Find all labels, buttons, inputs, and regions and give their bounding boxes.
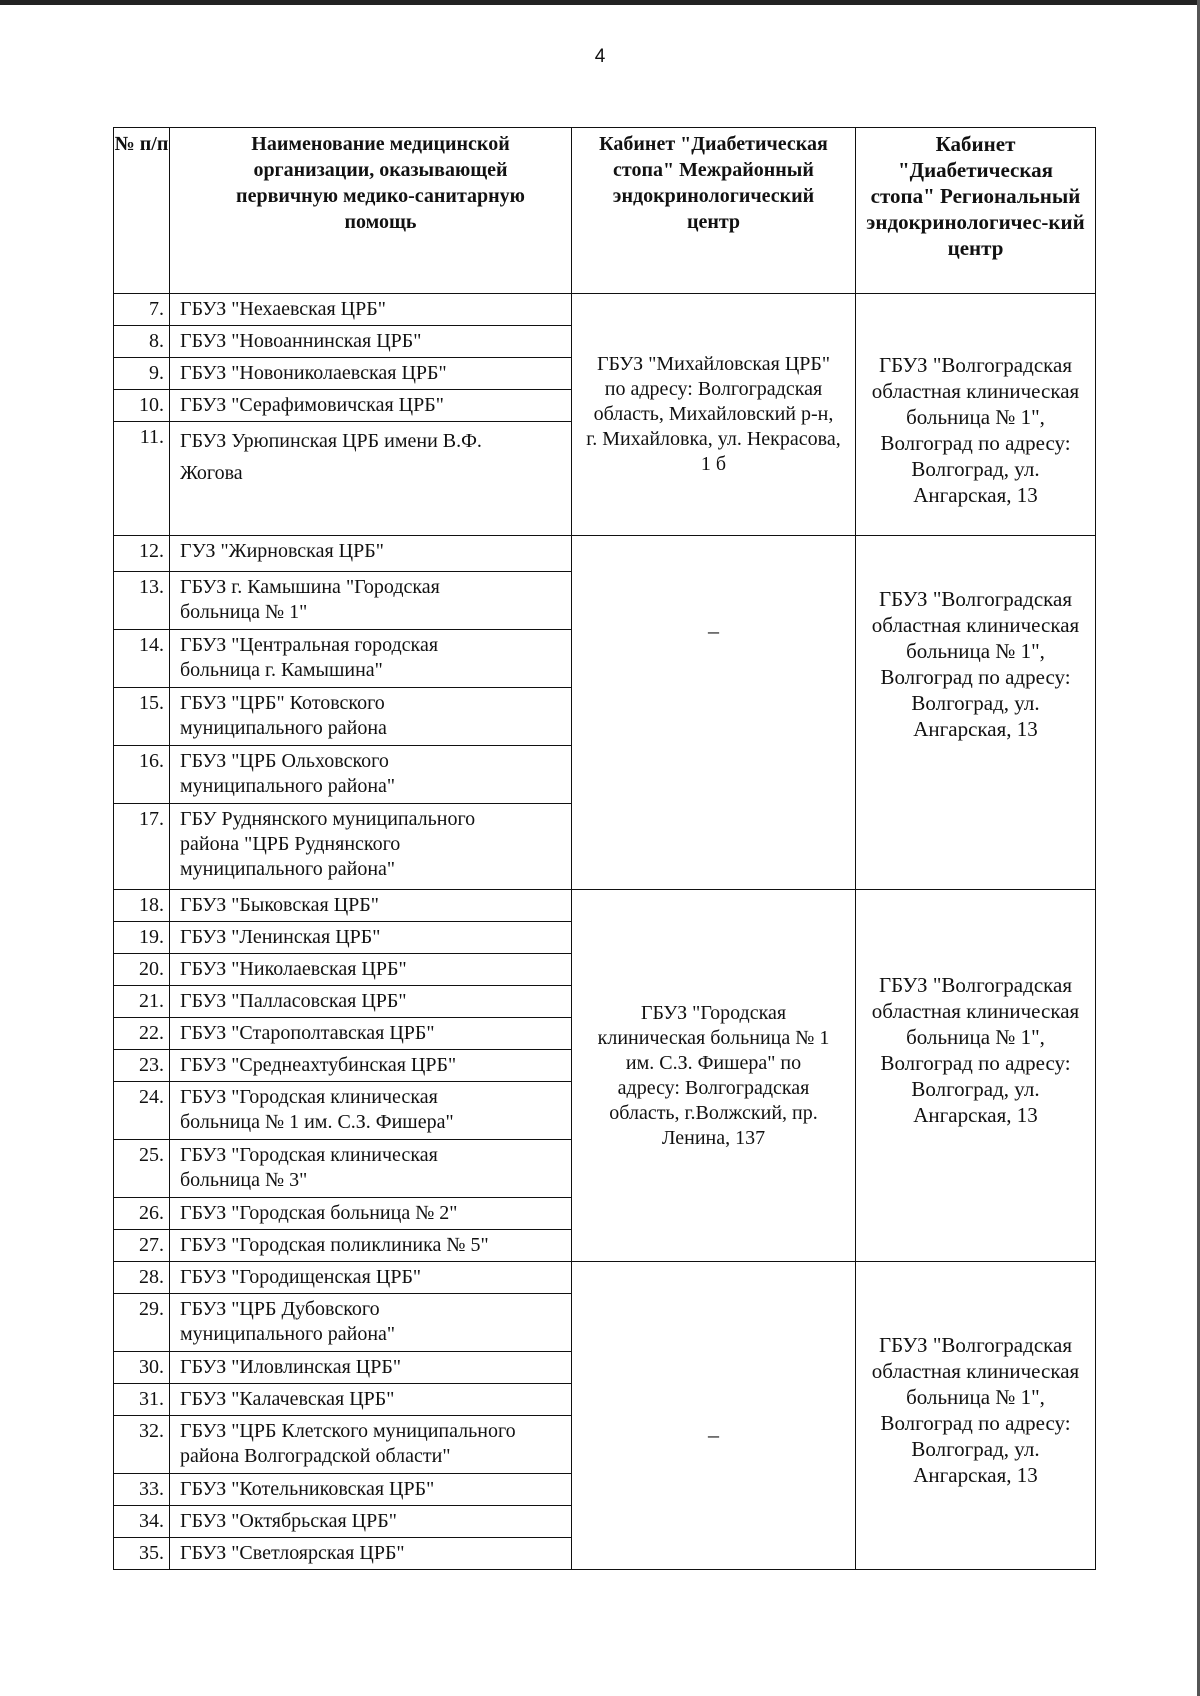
row-org-name: ГБУЗ "Светлоярская ЦРБ" — [170, 1538, 572, 1570]
group-1-regional: ГБУЗ "Волгоградская областная клиническая больница № 1", Волгоград по адресу: Волгоград, ул. Ангарская, 13 — [856, 294, 1096, 536]
row-num: 28. — [114, 1262, 170, 1294]
group-2-regional: ГБУЗ "Волгоградская областная клиническая больница № 1", Волгоград по адресу: Волгоград, ул. Ангарская, 13 — [856, 536, 1096, 890]
row-org-name: ГБУЗ "Николаевская ЦРБ" — [170, 954, 572, 986]
header-regional: Кабинет "Диабетическая стопа" Региональный эндокринологичес-кий центр — [856, 128, 1096, 294]
row-num: 33. — [114, 1474, 170, 1506]
row-num: 31. — [114, 1384, 170, 1416]
row-org-name: ГБУЗ "Серафимовичская ЦРБ" — [170, 390, 572, 422]
row-num: 32. — [114, 1416, 170, 1474]
row-num: 23. — [114, 1050, 170, 1082]
row-num: 11. — [114, 422, 170, 536]
header-interdistrict: Кабинет "Диабетическая стопа" Межрайонный эндокринологический центр — [572, 128, 856, 294]
row-org-name: ГБУЗ "Ленинская ЦРБ" — [170, 922, 572, 954]
row-num: 8. — [114, 326, 170, 358]
row-num: 25. — [114, 1140, 170, 1198]
row-num: 14. — [114, 630, 170, 688]
row-num: 34. — [114, 1506, 170, 1538]
row-org-name: ГБУЗ "Старополтавская ЦРБ" — [170, 1018, 572, 1050]
header-org: Наименование медицинской организации, оказывающей первичную медико-санитарную помощь — [170, 128, 572, 294]
row-num: 10. — [114, 390, 170, 422]
row-org-name: ГБУЗ "Среднеахтубинская ЦРБ" — [170, 1050, 572, 1082]
row-num: 26. — [114, 1198, 170, 1230]
row-org-name: ГБУЗ "Калачевская ЦРБ" — [170, 1384, 572, 1416]
row-org-name: ГБУЗ "Котельниковская ЦРБ" — [170, 1474, 572, 1506]
group-1-interdistrict: ГБУЗ "Михайловская ЦРБ" по адресу: Волгоградская область, Михайловский р-н, г. Михайловка, ул. Некрасова, 1 б — [572, 294, 856, 536]
row-org-name: ГБУЗ "Новониколаевская ЦРБ" — [170, 358, 572, 390]
table-row — [114, 536, 1096, 572]
row-num: 18. — [114, 890, 170, 922]
row-org-name: ГБУЗ "Городищенская ЦРБ" — [170, 1262, 572, 1294]
row-num: 16. — [114, 746, 170, 804]
table-header-row — [114, 128, 1096, 294]
row-org-name: ГБУЗ Урюпинская ЦРБ имени В.Ф. Жогова — [170, 422, 572, 536]
row-org-name: ГБУЗ "Иловлинская ЦРБ" — [170, 1352, 572, 1384]
row-org-name: ГБУЗ "Центральная городская больница г. Камышина" — [170, 630, 572, 688]
row-num: 15. — [114, 688, 170, 746]
row-num: 17. — [114, 804, 170, 890]
row-org-name: ГБУЗ "ЦРБ Клетского муниципального района Волгоградской области" — [170, 1416, 572, 1474]
row-org-name: ГУЗ "Жирновская ЦРБ" — [170, 536, 572, 572]
row-org-name: ГБУЗ "Городская поликлиника № 5" — [170, 1230, 572, 1262]
row-org-name: ГБУЗ "Новоаннинская ЦРБ" — [170, 326, 572, 358]
row-num: 24. — [114, 1082, 170, 1140]
row-num: 20. — [114, 954, 170, 986]
row-num: 19. — [114, 922, 170, 954]
row-num: 22. — [114, 1018, 170, 1050]
row-org-name: ГБУЗ "ЦРБ" Котовского муниципального района — [170, 688, 572, 746]
table-row — [114, 890, 1096, 922]
row-num: 35. — [114, 1538, 170, 1570]
row-org-name: ГБУ Руднянского муниципального района "ЦРБ Руднянского муниципального района" — [170, 804, 572, 890]
row-num: 7. — [114, 294, 170, 326]
organizations-table — [113, 127, 1096, 1570]
group-2-interdistrict: – — [572, 536, 856, 890]
row-org-name: ГБУЗ "Нехаевская ЦРБ" — [170, 294, 572, 326]
row-org-name: ГБУЗ "Городская клиническая больница № 3" — [170, 1140, 572, 1198]
page-top-border — [0, 0, 1200, 5]
group-3-regional: ГБУЗ "Волгоградская областная клиническая больница № 1", Волгоград по адресу: Волгоград, ул. Ангарская, 13 — [856, 890, 1096, 1262]
row-num: 12. — [114, 536, 170, 572]
row-org-name: ГБУЗ "ЦРБ Ольховского муниципального района" — [170, 746, 572, 804]
row-org-name: ГБУЗ "Городская клиническая больница № 1 им. С.З. Фишера" — [170, 1082, 572, 1140]
row-num: 30. — [114, 1352, 170, 1384]
page-number: 4 — [594, 46, 606, 67]
row-org-name: ГБУЗ "Быковская ЦРБ" — [170, 890, 572, 922]
group-3-interdistrict: ГБУЗ "Городская клиническая больница № 1 им. С.З. Фишера" по адресу: Волгоградская область, г.Волжский, пр. Ленина, 137 — [572, 890, 856, 1262]
row-num: 21. — [114, 986, 170, 1018]
row-num: 29. — [114, 1294, 170, 1352]
row-num: 27. — [114, 1230, 170, 1262]
table-row — [114, 294, 1096, 326]
table-row — [114, 1262, 1096, 1294]
row-num: 9. — [114, 358, 170, 390]
row-num: 13. — [114, 572, 170, 630]
row-org-name: ГБУЗ "ЦРБ Дубовского муниципального района" — [170, 1294, 572, 1352]
group-4-interdistrict: – — [572, 1262, 856, 1570]
row-org-name: ГБУЗ "Палласовская ЦРБ" — [170, 986, 572, 1018]
row-org-name: ГБУЗ г. Камышина "Городская больница № 1" — [170, 572, 572, 630]
group-4-regional: ГБУЗ "Волгоградская областная клиническая больница № 1", Волгоград по адресу: Волгоград, ул. Ангарская, 13 — [856, 1262, 1096, 1570]
header-num: № п/п — [114, 128, 170, 294]
row-org-name: ГБУЗ "Октябрьская ЦРБ" — [170, 1506, 572, 1538]
row-org-name: ГБУЗ "Городская больница № 2" — [170, 1198, 572, 1230]
